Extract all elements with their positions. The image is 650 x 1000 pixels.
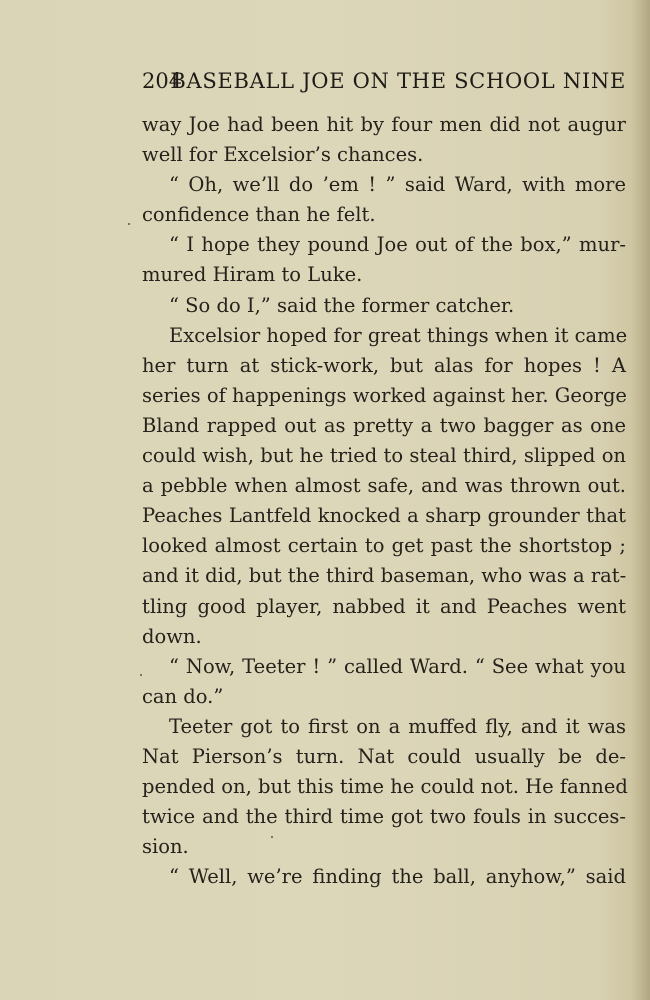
text-line: Excelsior hoped for great things when it came <box>169 323 628 347</box>
text-line: “ So do I,” said the former catcher. <box>169 293 515 317</box>
text-line: Peaches Lantfeld knocked a sharp grounder that <box>142 504 626 528</box>
text-line: mured Hiram to Luke. <box>142 263 363 287</box>
text-line: well for Excelsior’s chances. <box>142 143 424 167</box>
text-line: Bland rapped out as pretty a two bagger as one <box>142 413 626 437</box>
text-line: series of happenings worked against her. George <box>142 383 627 407</box>
text-line: Nat Pierson’s turn. Nat could usually be de- <box>142 744 626 768</box>
paper-speck <box>128 223 130 225</box>
text-line: confidence than he felt. <box>142 203 376 227</box>
page-header <box>142 66 626 96</box>
text-line: “ Oh, we’ll do ’em ! ” said Ward, with more <box>169 173 626 197</box>
body-text <box>142 110 626 892</box>
text-line: sion. <box>142 835 189 859</box>
paper-speck <box>271 836 273 838</box>
text-line: Teeter got to first on a muffed fly, and it was <box>169 714 626 738</box>
text-line: pended on, but this time he could not. He fanned <box>142 775 628 799</box>
text-line: tling good player, nabbed it and Peaches went <box>142 594 626 618</box>
text-line: looked almost certain to get past the shortstop ; <box>142 534 626 558</box>
paper-speck <box>140 674 142 676</box>
text-line: “ Well, we’re finding the ball, anyhow,” said <box>169 865 626 889</box>
text-line: “ I hope they pound Joe out of the box,” mur- <box>169 233 626 257</box>
running-title: BASEBALL JOE ON THE SCHOOL NINE <box>170 69 626 93</box>
text-line: can do.” <box>142 684 224 708</box>
text-line: her turn at stick-work, but alas for hopes ! A <box>142 353 626 377</box>
text-line: could wish, but he tried to steal third, slipped on <box>142 444 626 468</box>
text-line: a pebble when almost safe, and was thrown out. <box>142 474 626 498</box>
page-edge-shadow <box>632 0 650 1000</box>
text-line: down. <box>142 624 202 648</box>
text-line: and it did, but the third baseman, who was a rat- <box>142 564 627 588</box>
text-line: twice and the third time got two fouls in succes- <box>142 805 626 829</box>
text-line: “ Now, Teeter ! ” called Ward. “ See what you <box>169 654 626 678</box>
text-line: way Joe had been hit by four men did not augur <box>142 113 626 136</box>
page-number: 204 <box>142 69 183 93</box>
